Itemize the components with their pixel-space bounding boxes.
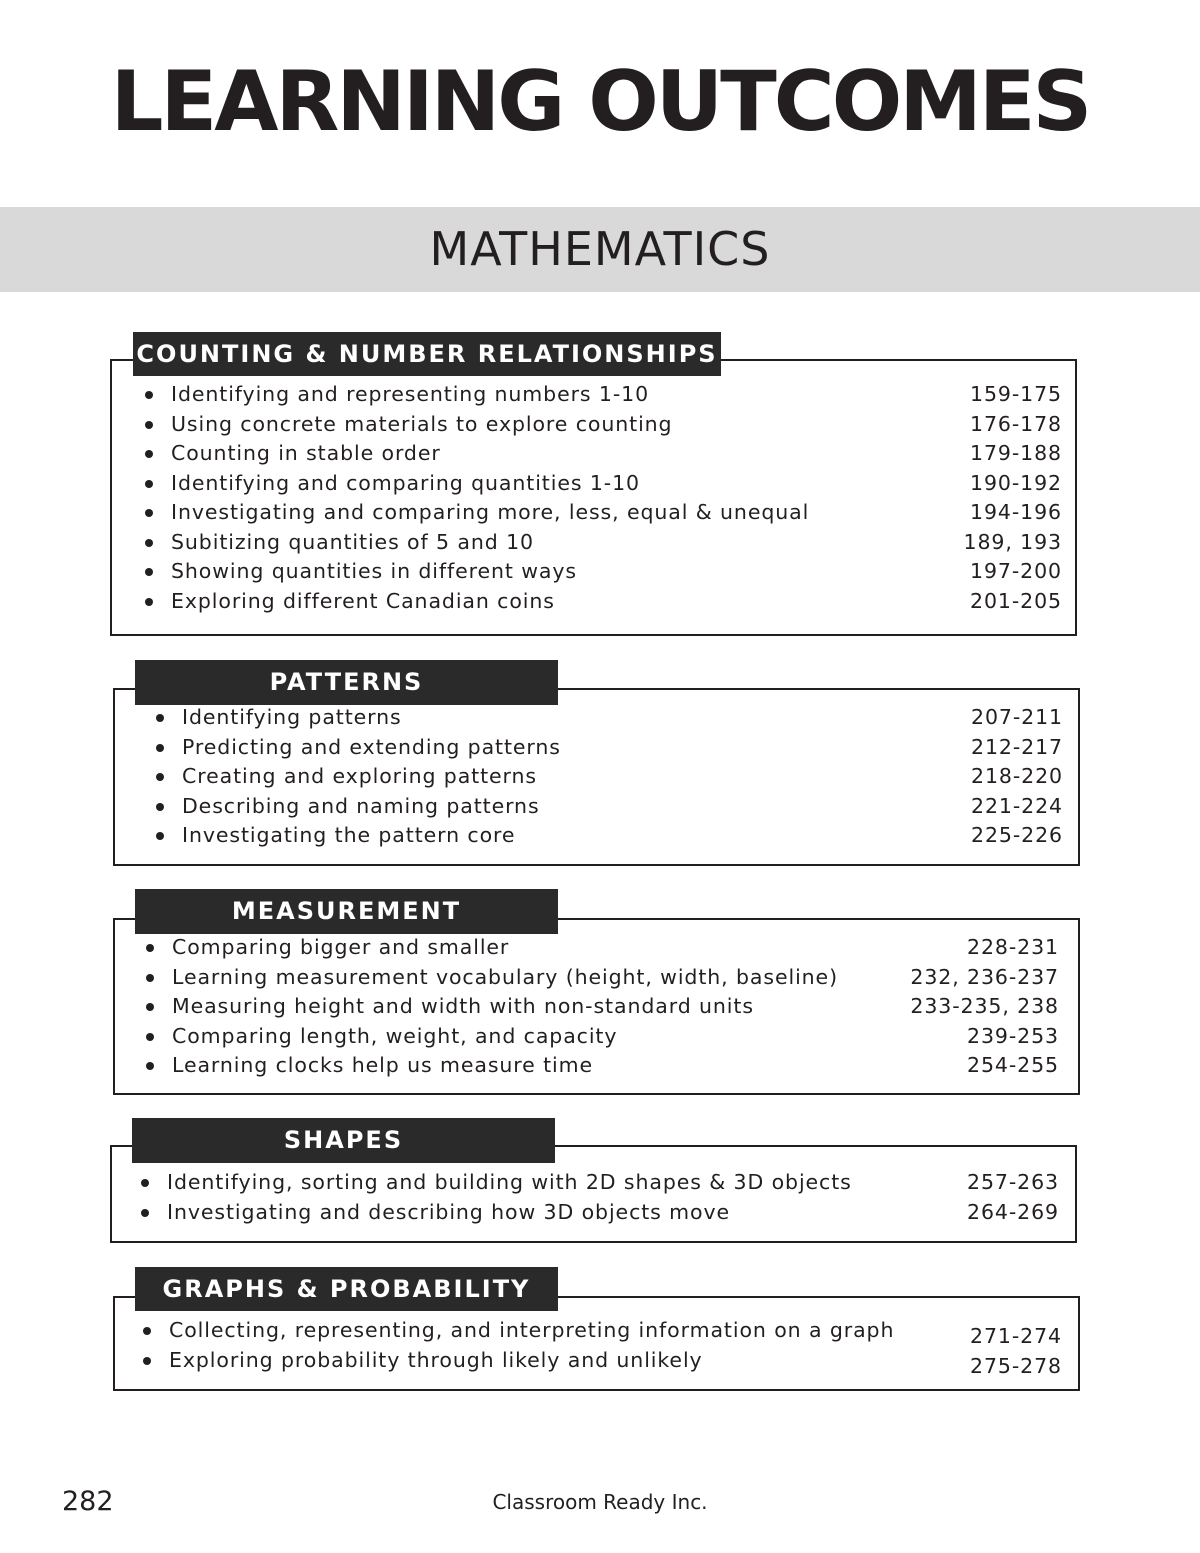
list-item [156,792,1063,822]
item-text: Using concrete materials to explore counting [171,411,673,436]
list-item [145,469,1062,499]
footer-publisher: Classroom Ready Inc. [492,1490,708,1514]
item-pages: 264-269 [967,1199,1059,1224]
bullet-icon [146,1003,154,1011]
item-pages: 190-192 [970,470,1062,495]
section-heading: MEASUREMENT [135,889,558,934]
list-item [156,762,1063,792]
section-items [143,1316,1062,1378]
list-item [145,528,1062,558]
item-pages: 189, 193 [963,529,1062,554]
list-item [145,498,1062,528]
bullet-icon [146,1033,154,1041]
item-text: Investigating and comparing more, less, equal & unequal [171,500,810,524]
item-pages: 159-175 [970,382,1062,406]
bullet-icon [143,1357,151,1365]
bullet-icon [145,539,153,547]
section-items [146,933,1059,1081]
item-pages: 233-235, 238 [910,994,1059,1018]
item-pages: 225-226 [971,823,1063,847]
list-item [145,439,1062,469]
item-text: Identifying and representing numbers 1-10 [171,382,650,406]
section-items [156,703,1063,851]
bullet-icon [141,1179,149,1187]
section-heading: SHAPES [132,1118,555,1163]
bullet-icon [145,421,153,429]
list-item [143,1316,1062,1346]
list-item [146,992,1059,1022]
list-item [145,410,1062,440]
list-item [146,1022,1059,1052]
section-heading: PATTERNS [135,660,558,705]
list-item [145,557,1062,587]
item-text: Learning measurement vocabulary (height, width, baseline) [172,964,838,989]
list-item [143,1346,1062,1376]
item-pages: 197-200 [970,559,1062,583]
bullet-icon [145,509,153,517]
page-number: 282 [62,1486,114,1517]
item-text: Comparing bigger and smaller [172,935,510,959]
item-pages: 239-253 [967,1023,1059,1048]
item-pages: 201-205 [970,588,1062,613]
list-item [141,1168,1059,1198]
bullet-icon [145,450,153,458]
item-text: Exploring different Canadian coins [171,588,555,613]
list-item [156,703,1063,733]
item-pages: 212-217 [971,734,1063,759]
item-pages: 275-278 [970,1353,1062,1378]
section-heading: COUNTING & NUMBER RELATIONSHIPS [133,332,721,376]
item-text: Predicting and extending patterns [182,734,561,759]
bullet-icon [156,832,164,840]
item-text: Subitizing quantities of 5 and 10 [171,529,534,554]
item-pages: 179-188 [970,441,1062,465]
item-text: Describing and naming patterns [182,793,540,818]
bullet-icon [156,744,164,752]
list-item [145,587,1062,617]
bullet-icon [141,1209,149,1217]
list-item [156,821,1063,851]
item-text: Investigating and describing how 3D objects move [167,1199,731,1224]
bullet-icon [145,568,153,576]
list-item [141,1198,1059,1228]
bullet-icon [145,480,153,488]
bullet-icon [145,598,153,606]
item-pages: 207-211 [971,705,1063,729]
page-title: LEARNING OUTCOMES [110,53,1090,150]
subject-title: MATHEMATICS [429,222,771,276]
item-pages: 232, 236-237 [910,964,1059,989]
item-pages: 218-220 [971,764,1063,788]
item-pages: 176-178 [970,411,1062,436]
item-text: Measuring height and width with non-standard units [172,994,754,1018]
subject-band [0,207,1200,292]
item-text: Creating and exploring patterns [182,764,537,788]
item-text: Collecting, representing, and interpreting information on a graph [169,1318,895,1342]
item-text: Identifying, sorting and building with 2D shapes & 3D objects [167,1170,852,1194]
section-heading: GRAPHS & PROBABILITY [135,1267,558,1311]
item-text: Identifying and comparing quantities 1-10 [171,470,640,495]
item-text: Identifying patterns [182,705,402,729]
section-items [145,380,1062,616]
bullet-icon [143,1327,151,1335]
list-item [146,963,1059,993]
bullet-icon [146,944,154,952]
item-text: Counting in stable order [171,441,441,465]
bullet-icon [156,803,164,811]
list-item [145,380,1062,410]
item-text: Showing quantities in different ways [171,559,578,583]
section-items [141,1168,1059,1227]
item-pages: 228-231 [967,935,1059,959]
item-pages: 221-224 [971,793,1063,818]
item-text: Learning clocks help us measure time [172,1053,594,1077]
list-item [146,1051,1059,1081]
bullet-icon [146,974,154,982]
list-item [146,933,1059,963]
item-pages: 194-196 [970,500,1062,524]
item-text: Comparing length, weight, and capacity [172,1023,618,1048]
item-text: Exploring probability through likely and unlikely [169,1347,703,1372]
bullet-icon [146,1062,154,1070]
item-text: Investigating the pattern core [182,823,516,847]
item-pages: 257-263 [967,1170,1059,1194]
bullet-icon [156,773,164,781]
bullet-icon [156,714,164,722]
item-pages: 271-274 [970,1324,1062,1348]
list-item [156,733,1063,763]
bullet-icon [145,391,153,399]
item-pages: 254-255 [967,1053,1059,1077]
